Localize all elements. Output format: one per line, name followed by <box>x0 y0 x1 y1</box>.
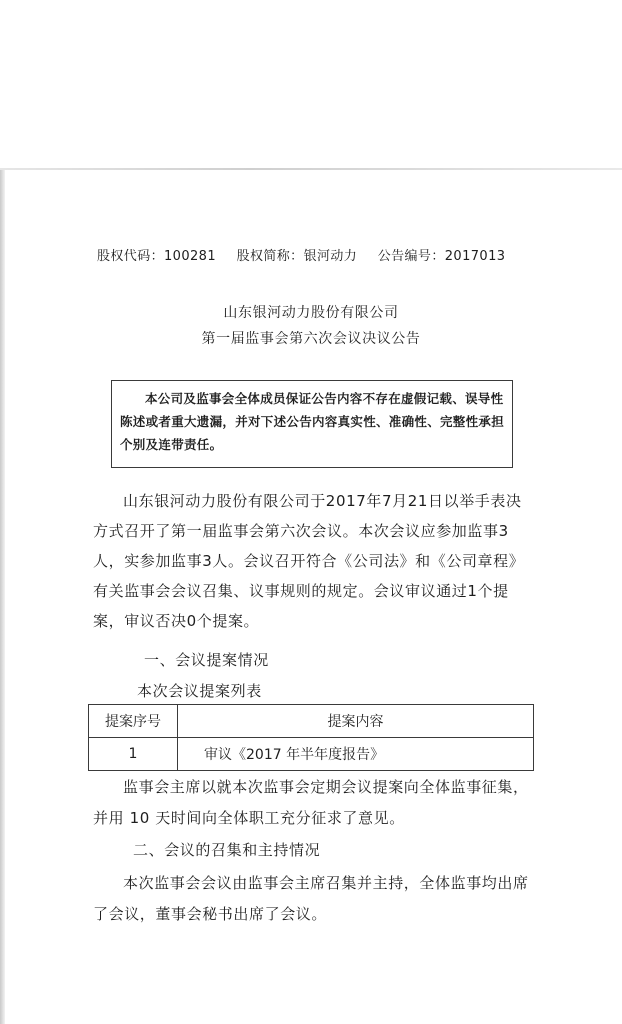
section-1-paragraph: 监事会主席以就本次监事会定期会议提案向全体监事征集，并用 10 天时间向全体职工充分征求了意见。 <box>93 778 529 827</box>
scan-left-edge <box>0 170 5 1024</box>
notice-title: 第一届监事会第六次会议决议公告 <box>201 331 421 347</box>
column-header-content: 提案内容 <box>178 705 534 738</box>
section-1-heading: 一、会议提案情况 <box>144 651 269 669</box>
disclaimer-box: 本公司及监事会全体成员保证公告内容不存在虚假记载、误导性陈述或者重大遗漏，并对下述公告内容真实性、准确性、完整性承担个别及连带责任。 <box>111 380 513 468</box>
column-header-number: 提案序号 <box>89 705 178 738</box>
table-caption: 本次会议提案列表 <box>137 682 262 700</box>
cell-proposal-number: 1 <box>89 738 178 771</box>
proposal-table <box>88 704 534 771</box>
cell-proposal-content: 审议《2017 年半年度报告》 <box>178 738 534 771</box>
stock-code: 股权代码：100281 <box>97 249 217 264</box>
scan-edge-shadow <box>0 168 622 170</box>
company-name: 山东银河动力股份有限公司 <box>223 305 399 321</box>
notice-number: 公告编号：2017013 <box>377 249 506 264</box>
stock-abbreviation: 股权简称：银河动力 <box>236 249 358 264</box>
section-2-heading: 二、会议的召集和主持情况 <box>133 841 321 859</box>
table-row <box>89 738 534 771</box>
table-header-row <box>89 705 534 738</box>
section-2-paragraph: 本次监事会会议由监事会主席召集并主持，全体监事均出席了会议，董事会秘书出席了会议。 <box>93 874 529 923</box>
notice-header <box>97 245 517 264</box>
intro-paragraph: 山东银河动力股份有限公司于2017年7月21日以举手表决方式召开了第一届监事会第六次会议。本次会议应参加监事3人，实参加监事3人。会议召开符合《公司法》和《公司章程》有关监事会会议召集、议事规则的规定。会议审议通过1个提案，审议否决0个提案。 <box>93 492 525 630</box>
